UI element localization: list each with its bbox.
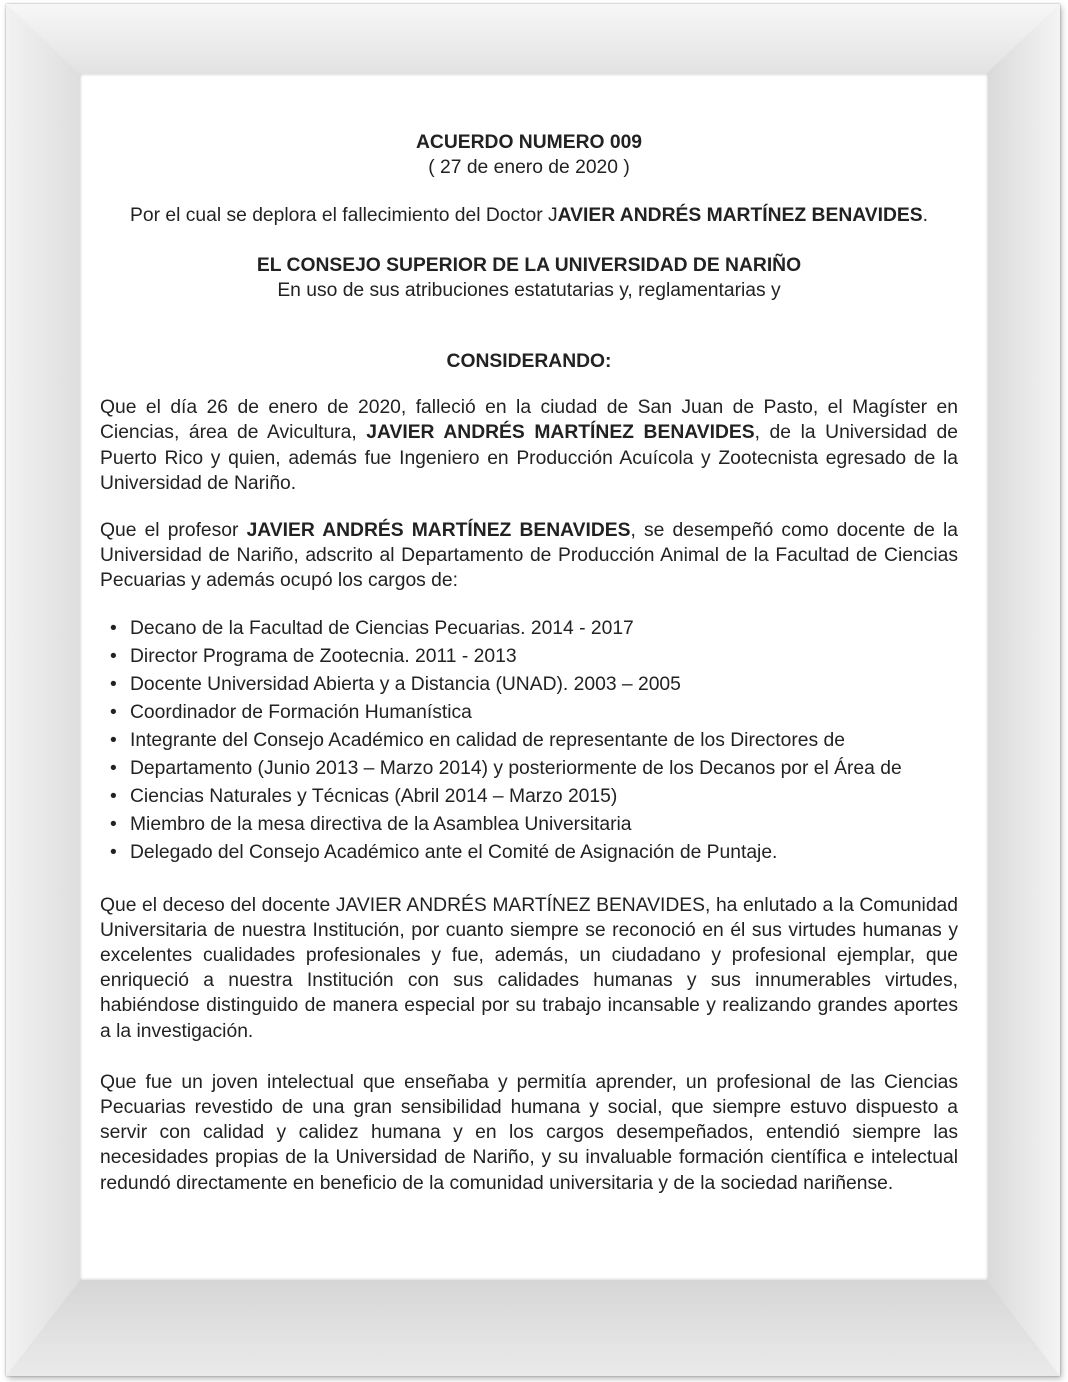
considerando-heading: CONSIDERANDO: — [446, 351, 612, 373]
list-item — [110, 783, 958, 811]
bullet-icon: • — [110, 701, 117, 723]
list-item-text: Ciencias Naturales y Técnicas (Abril 2014 – Marzo 2015) — [130, 785, 618, 807]
paragraph-2-text-b: , se desempeñó como docente de la Universidad de Nariño, adscrito al Departamento de Producción Animal de la Facultad de Ciencias Pecuarias y además ocupó los cargos de: — [100, 520, 958, 592]
list-item-text: Docente Universidad Abierta y a Distancia (UNAD). 2003 – 2005 — [130, 673, 681, 695]
document-title: ACUERDO NUMERO 009 — [415, 132, 643, 153]
bullet-icon: • — [110, 785, 117, 807]
list-item — [110, 755, 958, 783]
document-body — [100, 130, 958, 1196]
intro-name: AVIER ANDRÉS MARTÍNEZ BENAVIDES — [557, 205, 923, 227]
paragraph-1 — [100, 395, 958, 496]
document-paper — [80, 74, 988, 1280]
paragraph-1-text-b: , de la Universidad de Puerto Rico y quien, además fue Ingeniero en Producción Acuícola y Zootecnista egresado de la Universidad de Nariño. — [100, 422, 958, 494]
positions-list — [100, 615, 958, 867]
list-item — [110, 699, 958, 727]
list-item — [110, 671, 958, 699]
council-heading: EL CONSEJO SUPERIOR DE LA UNIVERSIDAD DE NARIÑO — [256, 254, 802, 276]
paragraph-1-name: JAVIER ANDRÉS MARTÍNEZ BENAVIDES — [366, 422, 755, 444]
bullet-icon: • — [110, 813, 117, 835]
attributions-line: En uso de sus atribuciones estatutarias y, reglamentarias y — [277, 279, 781, 301]
intro-prefix: Por el cual se deplora el fallecimiento del Doctor J — [130, 205, 558, 227]
bullet-icon: • — [110, 757, 117, 779]
list-item — [110, 727, 958, 755]
list-item-text: Decano de la Facultad de Ciencias Pecuarias. 2014 - 2017 — [130, 617, 634, 639]
list-item-text: Miembro de la mesa directiva de la Asamblea Universitaria — [130, 813, 632, 835]
paragraph-2-text-a: Que el profesor — [100, 520, 247, 542]
list-item-text: Departamento (Junio 2013 – Marzo 2014) y posteriormente de los Decanos por el Área de — [130, 757, 902, 779]
list-item-text: Coordinador de Formación Humanística — [130, 701, 472, 723]
list-item-text: Integrante del Consejo Académico en calidad de representante de los Directores de — [130, 729, 845, 751]
list-item — [110, 839, 958, 867]
bullet-icon: • — [110, 617, 117, 639]
document-intro — [100, 203, 958, 228]
list-item — [110, 615, 958, 643]
list-item-text: Delegado del Consejo Académico ante el Comité de Asignación de Puntaje. — [130, 841, 778, 863]
frame-bevel-left — [6, 4, 80, 1376]
paragraph-3: Que el deceso del docente JAVIER ANDRÉS MARTÍNEZ BENAVIDES, ha enlutado a la Comunidad Universitaria de nuestra Institución, por cuanto siempre se reconoció en él sus virtudes humanas y excelentes cualidades profesionales y fue, además, un ciudadano y profesional ejemplar, que enriqueció a nuestra Institución con sus calidades humanas y sus innumerables virtudes, habiéndose distinguido de manera especial por su trabajo incansable y realizando grandes aportes a la investigación. — [100, 894, 958, 1042]
paragraph-2 — [100, 518, 958, 594]
frame-bevel-right — [986, 4, 1060, 1376]
intro-suffix: . — [922, 205, 928, 227]
frame-bevel-bottom — [6, 1280, 1060, 1376]
list-item — [110, 811, 958, 839]
bullet-icon: • — [110, 673, 117, 695]
bullet-icon: • — [110, 645, 117, 667]
paragraph-4: Que fue un joven intelectual que enseñaba y permitía aprender, un profesional de las Ciencias Pecuarias revestido de una gran sensibilidad humana y social, que siempre estuvo dispuesto a servir con calidad y calidez humana y en los cargos desempeñados, entendió siempre las necesidades propias de la Universidad de Nariño, y su invaluable formación científica e intelectual redundó directamente en beneficio de la comunidad universitaria y de la sociedad nariñense. — [100, 1071, 958, 1194]
list-item-text: Director Programa de Zootecnia. 2011 - 2013 — [130, 645, 517, 667]
paragraph-2-name: JAVIER ANDRÉS MARTÍNEZ BENAVIDES — [246, 520, 631, 542]
bullet-icon: • — [110, 841, 117, 863]
bullet-icon: • — [110, 729, 117, 751]
frame-bevel-top — [6, 4, 1060, 74]
paragraph-1-text-a: Que el día 26 de enero de 2020, falleció en la ciudad de San Juan de Pasto, el Magíster en Ciencias, área de Avicultura, — [100, 397, 958, 444]
document-date: ( 27 de enero de 2020 ) — [428, 157, 630, 179]
list-item — [110, 643, 958, 671]
